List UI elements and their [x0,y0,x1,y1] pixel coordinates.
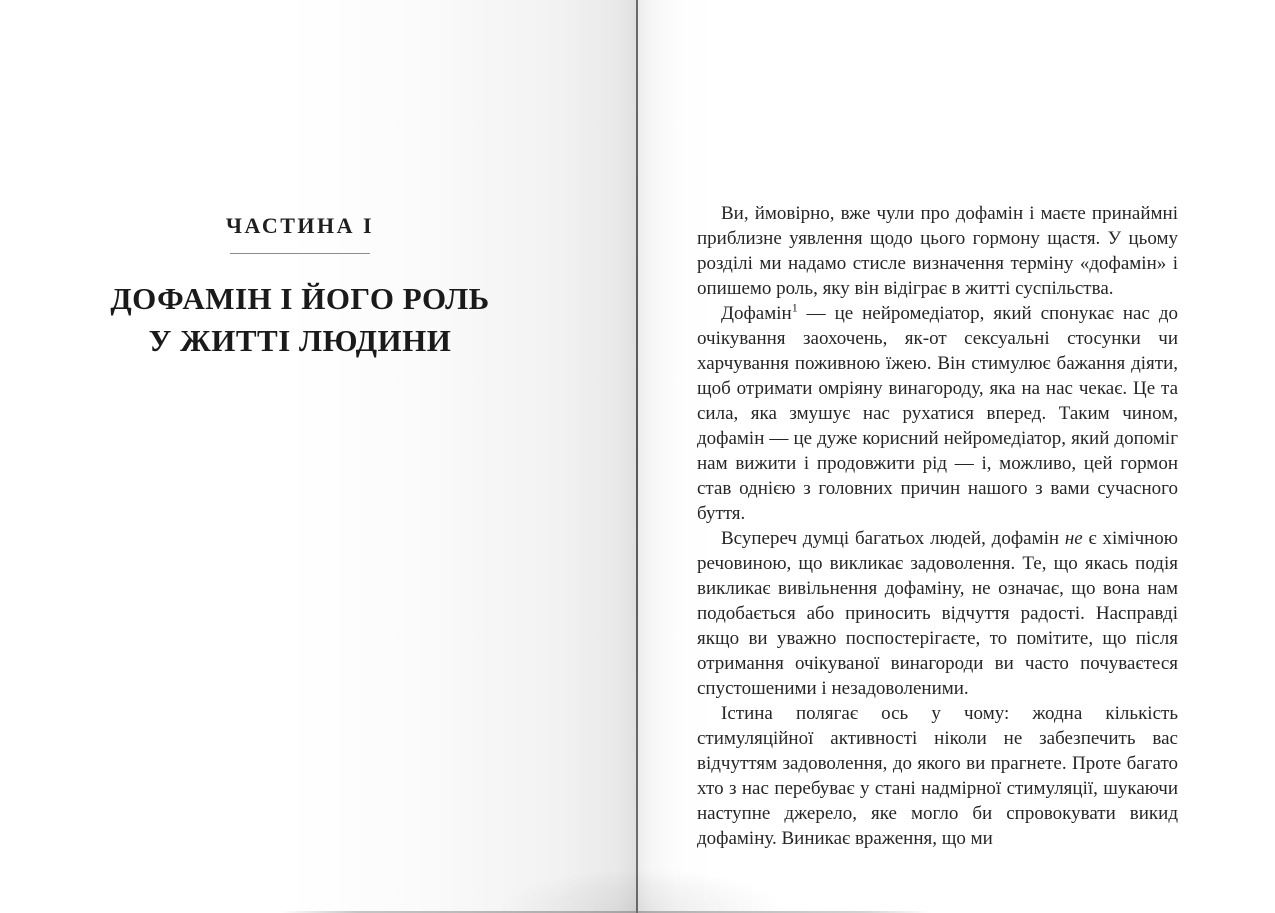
text-segment: є хімічною речовиною, що викликає задоволення. Те, що якась подія викликає вивільнення дофаміну, не означає, що вона нам подобається або приносить відчуття радості. Насправді якщо ви уважно поспостерігаєте, то помітите, що після отримання очікуваної винагороди ви часто почуваєтеся спустошеними і незадоволеними. [697,528,1178,699]
footnote-marker: 1 [791,300,798,315]
text-segment: Істина полягає ось у чому: жодна кількість стимуляційної активності ніколи не забезпечить вас відчуттям задоволення, до якого ви прагнете. Проте багато хто з нас перебуває у стані надмірної стимуляції, шукаючи наступне джерело, яке могло би спровокувати викид дофаміну. Виникає враження, що ми [697,703,1178,849]
text-segment: не [1064,528,1083,549]
text-segment: Всупереч думці багатьох людей, дофамін [721,528,1065,549]
body-text [697,201,1178,851]
text-segment: Дофамін [721,303,792,324]
paragraph [697,301,1178,526]
left-page [0,0,636,913]
part-label: ЧАСТИНА I [225,213,375,238]
text-segment: Ви, ймовірно, вже чули про дофамін і маєте принаймні приблизне уявлення щодо цього гормону щастя. У цьому розділі ми надамо стисле визначення терміну «дофамін» і опишемо роль, яку він відіграє в житті суспільства. [697,203,1178,299]
text-segment: — це нейромедіатор, який спонукає нас до очікування заохочень, як-от сексуальні стосунки чи харчування поживною їжею. Він стимулює бажання діяти, щоб отримати омріяну винагороду, яка на нас чекає. Це та сила, яка змушує нас рухатися вперед. Таким чином, дофамін — це дуже корисний нейромедіатор, який допоміг нам вижити і продовжити рід — і, можливо, цей гормон став однією з головних причин нашого з вами сучасного буття. [697,303,1178,524]
paragraph [697,201,1178,301]
part-title-line-2: У ЖИТТІ ЛЮДИНИ [148,323,452,358]
paragraph [697,701,1178,851]
part-title [0,278,600,362]
right-page [638,0,1275,913]
paragraph [697,526,1178,701]
left-page-content [0,0,600,913]
part-rule-divider [230,253,370,254]
gutter-bottom-shadow [500,869,780,911]
part-title-line-1: ДОФАМІН І ЙОГО РОЛЬ [110,281,490,316]
